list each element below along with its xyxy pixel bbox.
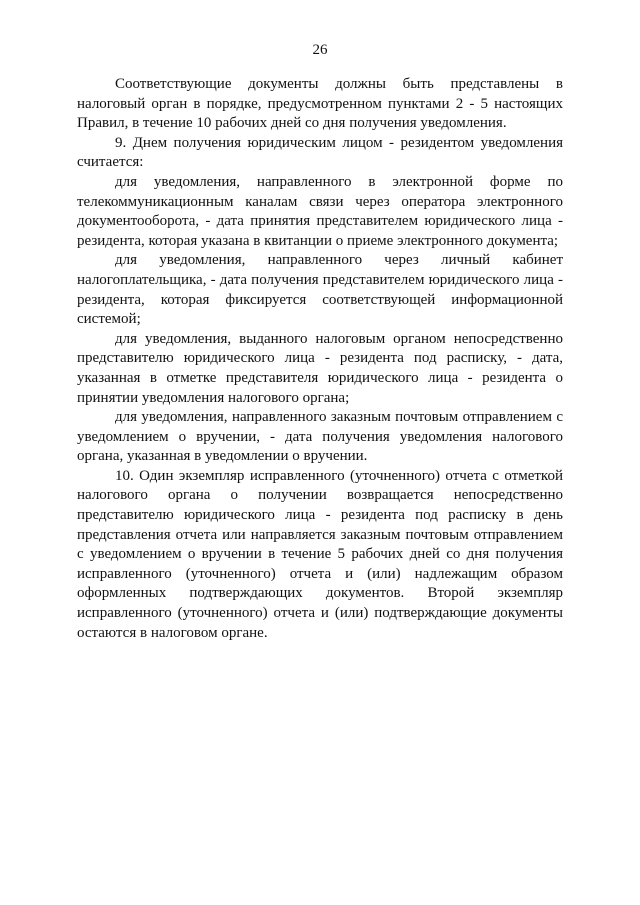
paragraph-personal-account-notice: для уведомления, направленного через личный кабинет налогоплательщика, - дата получения представителем юридического лица - резидента, которая фиксируется соответствующей информационной системой; (77, 252, 563, 328)
document-body (77, 75, 563, 643)
paragraph-clause-10: 10. Один экземпляр исправленного (уточненного) отчета с отметкой налогового органа о получении возвращается непосредственно представителю юридического лица - резидента под расписку в день представления отчета или направляется заказным почтовым отправлением с уведомлением о вручении в течение 5 рабочих дней со дня получения исправленного (уточненного) отчета и (или) надлежащим образом оформленных подтверждающих документов. Второй экземпляр исправленного (уточненного) отчета и (или) подтверждающие документы остаются в налоговом органе. (77, 467, 563, 641)
paragraph-registered-mail-notice: для уведомления, направленного заказным почтовым отправлением с уведомлением о вручении, - дата получения уведомления налогового органа, указанная в уведомлении о вручении. (77, 409, 563, 465)
paragraph-documents-deadline: Соответствующие документы должны быть представлены в налоговый орган в порядке, предусмотренном пунктами 2 - 5 настоящих Правил, в течение 10 рабочих дней со дня получения уведомления. (77, 76, 563, 132)
paragraph-clause-9-heading: 9. Днем получения юридическим лицом - резидентом уведомления считается: (77, 134, 563, 171)
page-number: 26 (312, 42, 328, 58)
paragraph-receipt-notice: для уведомления, выданного налоговым органом непосредственно представителю юридического лица - резидента под расписку, - дата, указанная в отметке представителя юридического лица - резидента о принятии уведомления налогового органа; (77, 330, 563, 406)
paragraph-electronic-notice: для уведомления, направленного в электронной форме по телекоммуникационным каналам связи через оператора электронного документооборота, - дата принятия представителем юридического лица - резидента, которая указана в квитанции о приеме электронного документа; (77, 173, 563, 249)
